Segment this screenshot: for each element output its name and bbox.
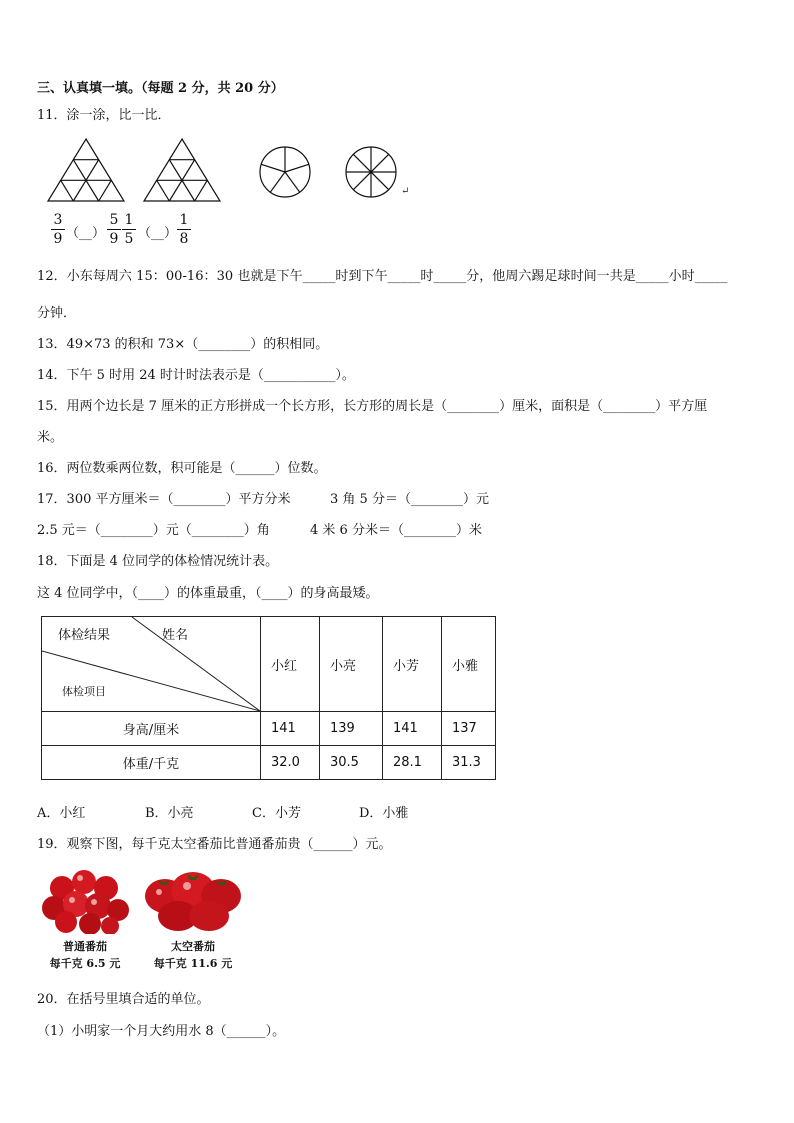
- table-row: [42, 712, 496, 746]
- space-tomato-image: [143, 866, 243, 932]
- section-title: 三、认真填一填。（每题 2 分，共 20 分）: [37, 81, 284, 96]
- question-12-line-2: 分钟．: [37, 306, 77, 321]
- space-tomato-price: 每千克 11.6 元: [153, 957, 233, 970]
- fraction-3-9: [51, 212, 65, 247]
- compare-blank-2[interactable]: （__）: [138, 226, 178, 241]
- compare-blank-1[interactable]: （__）: [66, 226, 106, 241]
- header-name: 姓名: [162, 628, 189, 643]
- fraction-denominator: 5: [124, 231, 134, 247]
- fraction-numerator: 1: [179, 212, 189, 228]
- question-17-part-2: 3 角 5 分＝（________）元: [330, 492, 489, 507]
- question-11: 11．涂一涂，比一比．: [37, 108, 171, 123]
- regular-tomato-image: [40, 866, 130, 934]
- value-cell: 141: [383, 712, 442, 746]
- option-c[interactable]: C．小芳: [252, 806, 301, 821]
- circle-five-parts: [257, 145, 313, 199]
- row-label: 体重/千克: [42, 746, 261, 780]
- name-cell: 小芳: [383, 617, 442, 712]
- fraction-1-8: [177, 212, 191, 247]
- question-12-line-1: 12．小东每周六 15：00-16：30 也就是下午_____时到下午_____时_____分，他周六踢足球时间一共是_____小时_____: [37, 269, 728, 284]
- fraction-denominator: 9: [109, 231, 119, 247]
- paragraph-mark: ↵: [401, 186, 410, 197]
- fraction-numerator: 1: [124, 212, 134, 228]
- value-cell: 137: [442, 712, 496, 746]
- question-18: 18．下面是 4 位同学的体检情况统计表。: [37, 554, 279, 569]
- option-a[interactable]: A．小红: [37, 806, 86, 821]
- question-13: 13．49×73 的积和 73×（________）的积相同。: [37, 337, 329, 352]
- question-20: 20．在括号里填合适的单位。: [37, 992, 210, 1007]
- question-17-part-4: 4 米 6 分米＝（________）米: [310, 523, 482, 538]
- fraction-1-5: [122, 212, 136, 247]
- value-cell: 139: [320, 712, 383, 746]
- value-cell: 31.3: [442, 746, 496, 780]
- question-17-part-3: 2.5 元＝（________）元（________）角: [37, 523, 270, 538]
- value-cell: 30.5: [320, 746, 383, 780]
- health-check-table: [41, 616, 496, 780]
- name-cell: 小雅: [442, 617, 496, 712]
- fraction-numerator: 5: [109, 212, 119, 228]
- regular-tomato-name: 普通番茄: [63, 940, 107, 953]
- question-15-line-1: 15．用两个边长是 7 厘米的正方形拼成一个长方形，长方形的周长是（________）厘米，面积是（________）平方厘: [37, 399, 708, 414]
- fraction-5-9: [107, 212, 121, 247]
- value-cell: 28.1: [383, 746, 442, 780]
- question-17-part-1: 17．300 平方厘米＝（________）平方分米: [37, 492, 291, 507]
- header-result: 体检结果: [58, 628, 111, 643]
- name-cell: 小红: [261, 617, 320, 712]
- table-diagonal-header: [42, 617, 261, 712]
- row-label: 身高/厘米: [42, 712, 261, 746]
- value-cell: 32.0: [261, 746, 320, 780]
- circle-eight-parts: [343, 145, 399, 199]
- fraction-denominator: 8: [179, 231, 189, 247]
- question-14: 14．下午 5 时用 24 时计时法表示是（___________）。: [37, 368, 355, 383]
- triangle-figure-2: [142, 137, 222, 203]
- fraction-denominator: 9: [53, 231, 63, 247]
- name-cell: 小亮: [320, 617, 383, 712]
- regular-tomato-price: 每千克 6.5 元: [49, 957, 121, 970]
- question-19: 19．观察下图，每千克太空番茄比普通番茄贵（______）元。: [37, 837, 392, 852]
- option-b[interactable]: B．小亮: [145, 806, 194, 821]
- table-row: [42, 746, 496, 780]
- fraction-numerator: 3: [53, 212, 63, 228]
- question-16: 16．两位数乘两位数，积可能是（______）位数。: [37, 461, 327, 476]
- value-cell: 141: [261, 712, 320, 746]
- question-20-sub-1: （1）小明家一个月大约用水 8（______）。: [37, 1024, 286, 1039]
- question-15-line-2: 米。: [37, 430, 64, 445]
- triangle-figure-1: [46, 137, 126, 203]
- header-item: 体检项目: [62, 685, 106, 698]
- question-18-prompt: 这 4 位同学中，（____）的体重最重，（____）的身高最矮。: [37, 586, 379, 601]
- option-d[interactable]: D．小雅: [359, 806, 409, 821]
- space-tomato-name: 太空番茄: [171, 940, 215, 953]
